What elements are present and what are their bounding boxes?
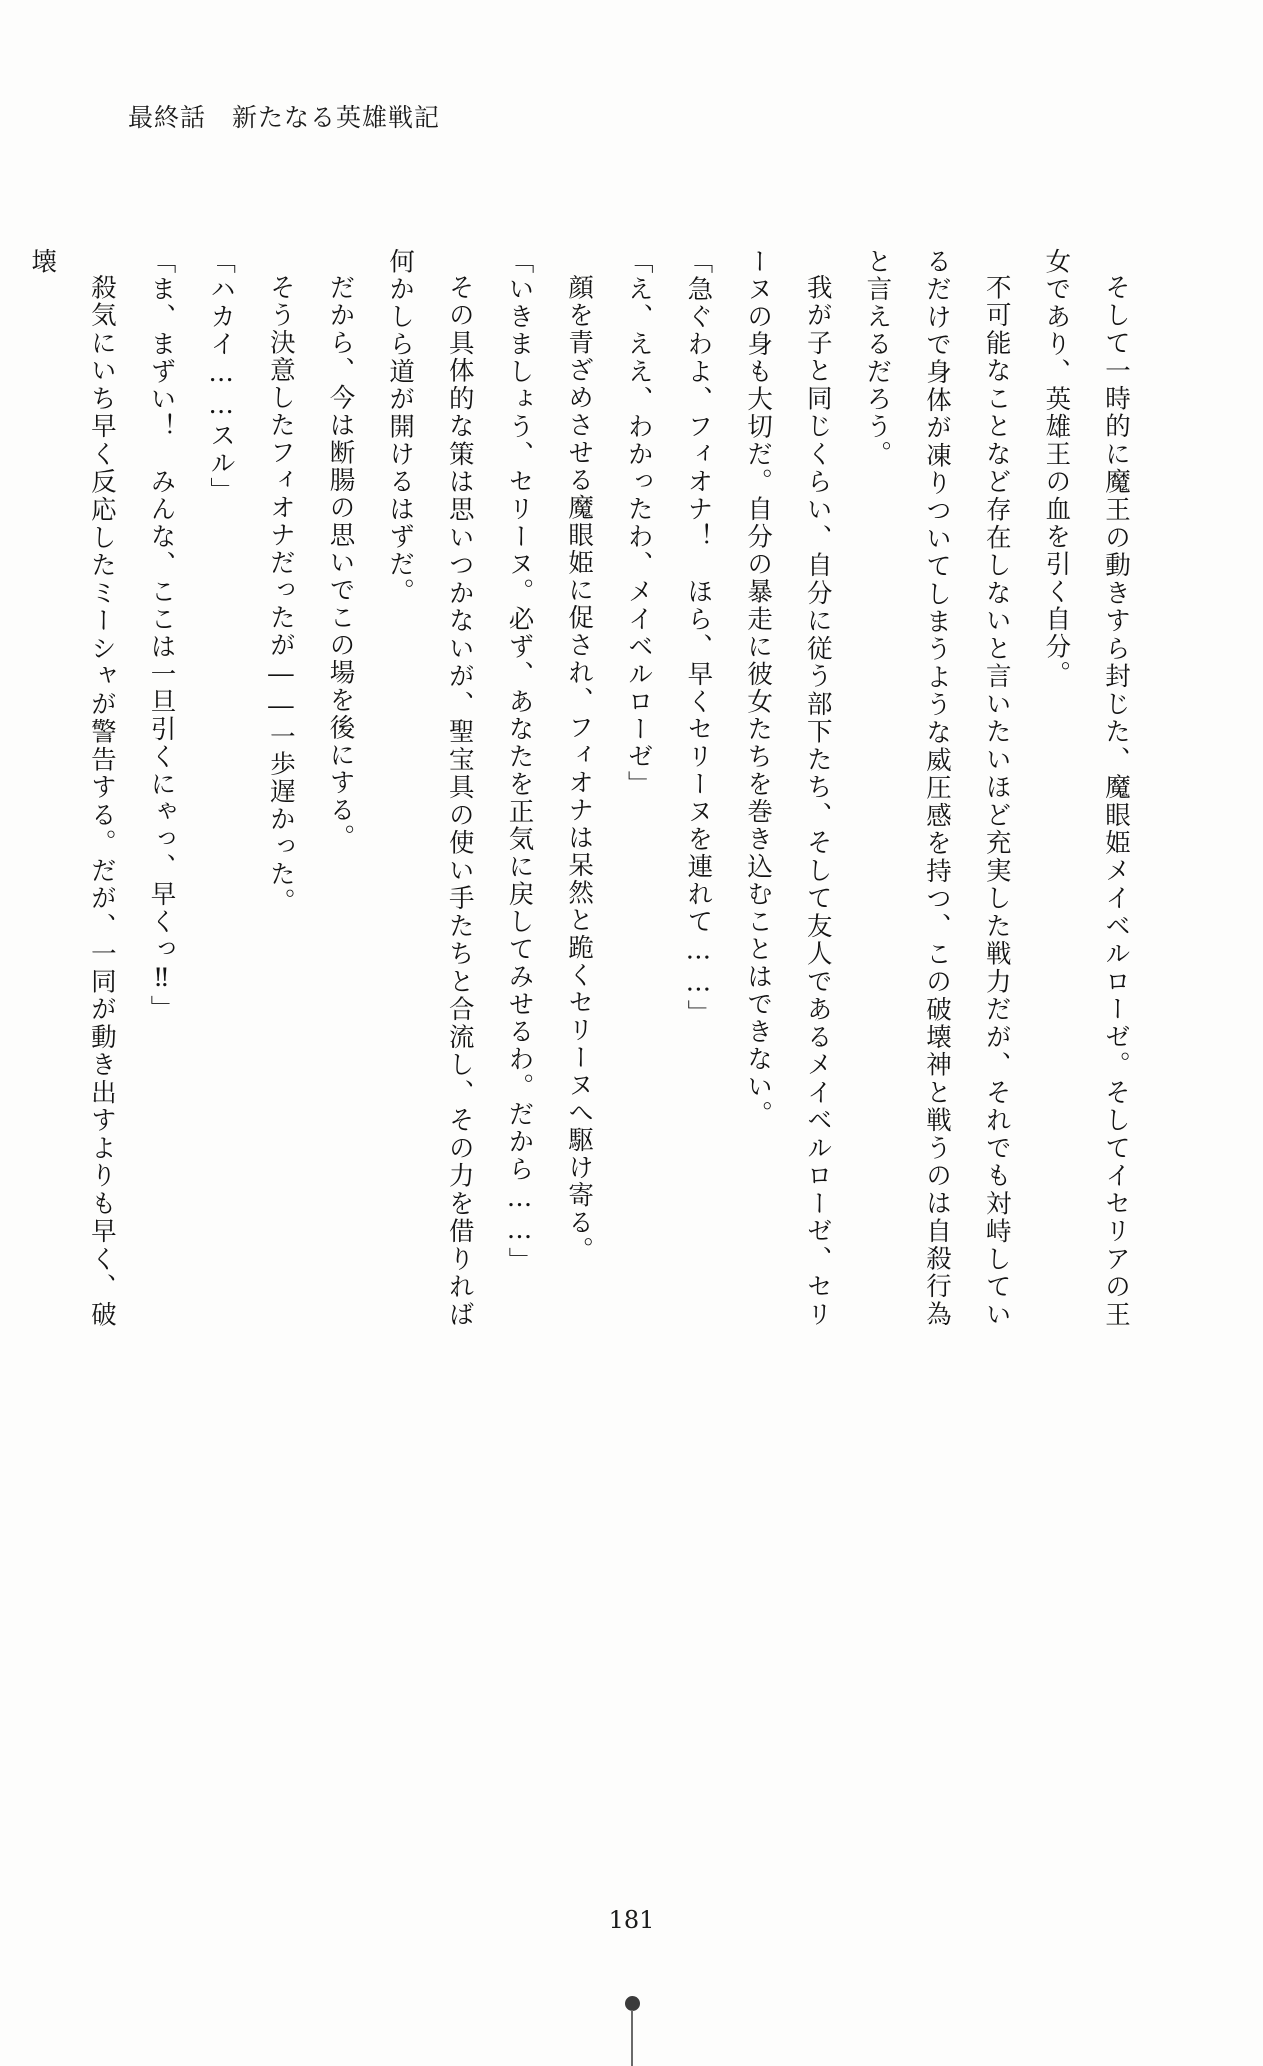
page-number: 181 xyxy=(608,1906,655,1934)
paragraph: 顔を青ざめさせる魔眼姫に促され、フィオナは呆然と跪くセリーヌへ駆け寄る。 xyxy=(564,273,595,1264)
vertical-body-text xyxy=(27,248,1145,1329)
running-head-chapter-title: 最終話 新たなる英雄戦記 xyxy=(128,103,441,132)
paragraph: そして一時的に魔王の動きすら封じた、魔眼姫メイベルローゼ。そしてイセリアの王女であり、英雄王の血を引く自分。 xyxy=(1041,248,1131,1328)
paragraph: 我が子と同じくらい、自分に従う部下たち、そして友人であるメイベルローゼ、セリーヌの身も大切だ。自分の暴走に彼女たちを巻き込むことはできない。 xyxy=(743,248,833,1328)
paragraph: その具体的な策は思いつかないが、聖宝具の使い手たちと合流し、その力を借りれば何かしら道が開けるはずだ。 xyxy=(385,248,475,1328)
paragraph: 殺気にいち早く反応したミーシャが警告する。だが、一同が動き出すよりも早く、破壊 xyxy=(27,248,117,1328)
binding-line-mark xyxy=(631,2010,633,2066)
paragraph-dialogue: 「ハカイ……スル」 xyxy=(206,248,237,505)
paragraph-dialogue: 「急ぐわよ、フィオナ！ ほら、早くセリーヌを連れて……」 xyxy=(683,248,714,1027)
paragraph-dialogue: 「え、ええ、わかったわ、メイベルローゼ」 xyxy=(623,248,654,798)
paragraph-dialogue: 「ま、まずい！ みんな、ここは一旦引くにゃっ、早くっ‼」 xyxy=(146,248,177,1023)
paragraph: 不可能なことなど存在しないと言いたいほど充実した戦力だが、それでも対峙しているだけで身体が凍りついてしまうような威圧感を持つ、この破壊神と戦うのは自殺行為と言えるだろう。 xyxy=(862,248,1012,1329)
paragraph-dialogue: 「いきましょう、セリーヌ。必ず、あなたを正気に戻してみせるわ。だから……」 xyxy=(504,248,535,1275)
paragraph: そう決意したフィオナだったが――一歩遅かった。 xyxy=(265,273,296,915)
binding-dot-mark xyxy=(625,1996,640,2011)
paragraph: だから、今は断腸の思いでこの場を後にする。 xyxy=(325,273,356,851)
